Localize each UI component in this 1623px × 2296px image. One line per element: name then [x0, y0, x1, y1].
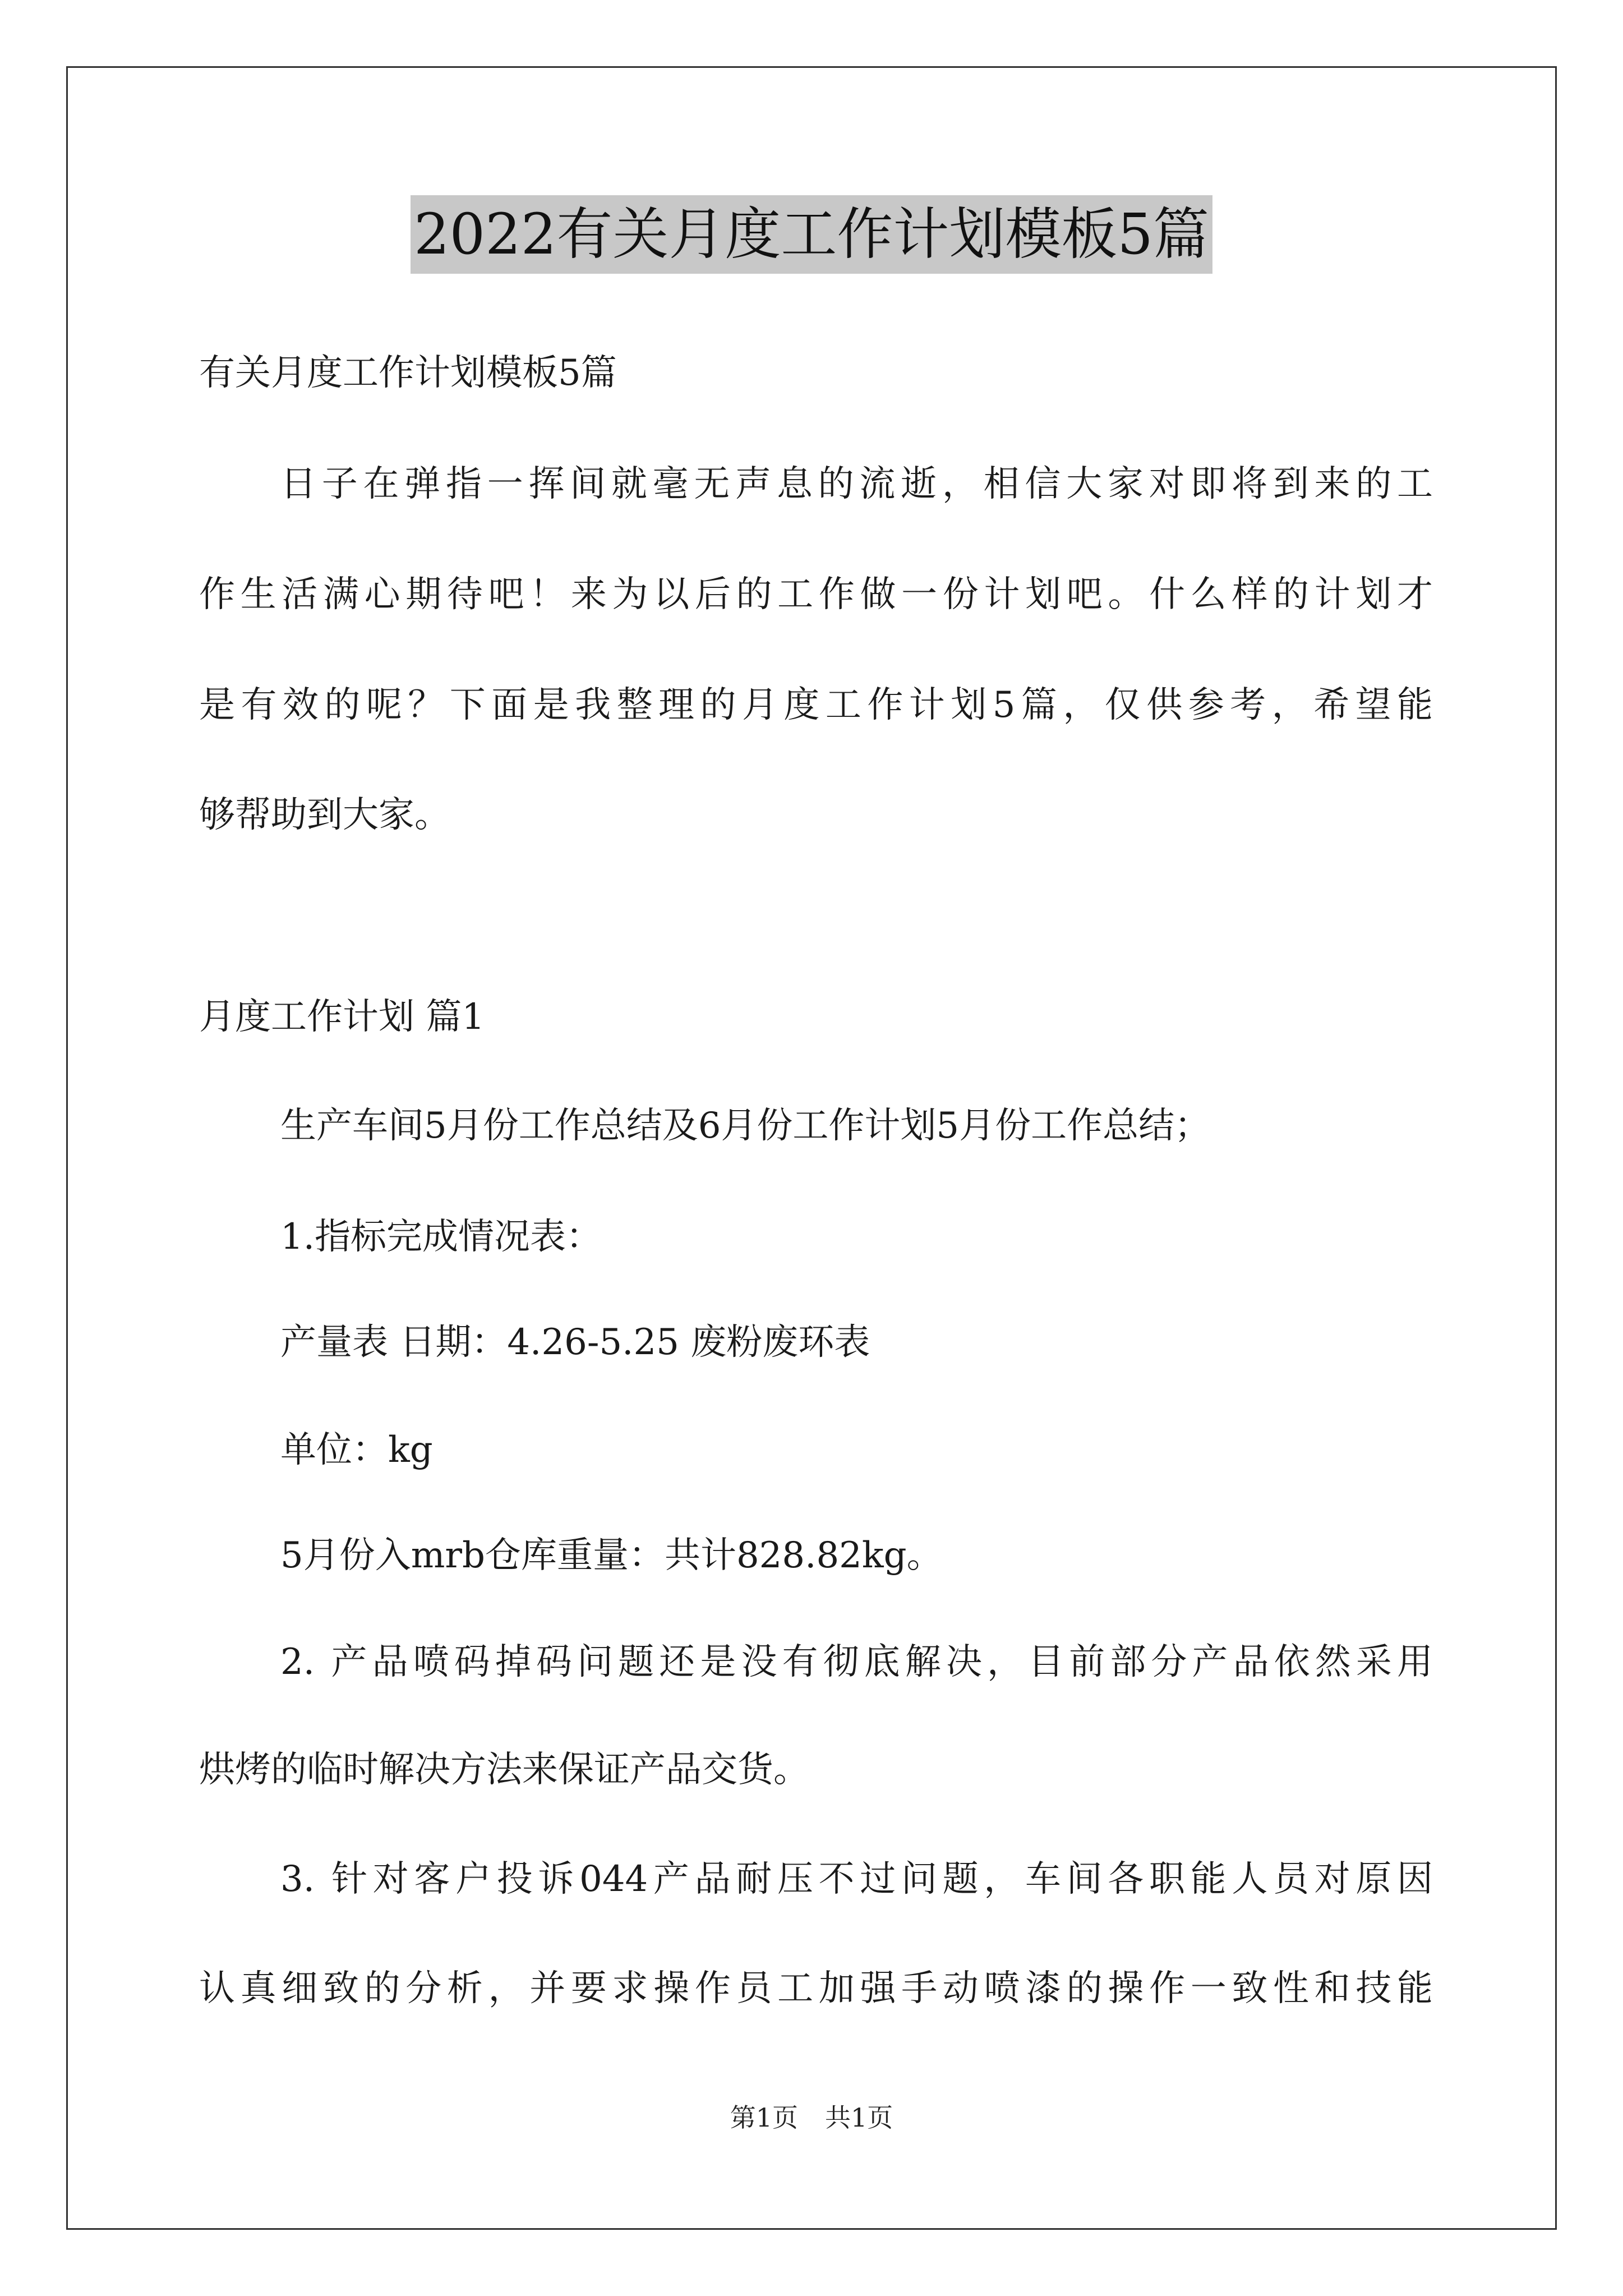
body-line-4: 单位：kg	[280, 1429, 433, 1471]
intro-line-1: 日子在弹指一挥间就毫无声息的流逝，相信大家对即将到来的工	[280, 463, 1433, 505]
section-heading: 月度工作计划 篇1	[199, 996, 485, 1038]
title-container	[0, 195, 1623, 274]
intro-line-3: 是有效的呢？下面是我整理的月度工作计划5篇，仅供参考，希望能	[199, 684, 1433, 726]
body-line-2: 1.指标完成情况表：	[280, 1216, 602, 1258]
intro-line-4: 够帮助到大家。	[199, 794, 450, 836]
document-subtitle: 有关月度工作计划模板5篇	[199, 352, 617, 394]
document-title: 2022有关月度工作计划模板5篇	[411, 195, 1212, 274]
body-line-3: 产量表 日期：4.26-5.25 废粉废环表	[280, 1322, 870, 1363]
body-line-8: 3. 针对客户投诉044产品耐压不过问题，车间各职能人员对原因	[280, 1858, 1433, 1900]
page-total: 共1页	[825, 2102, 893, 2133]
page-number: 第1页	[730, 2102, 798, 2133]
body-line-6: 2. 产品喷码掉码问题还是没有彻底解决，目前部分产品依然采用	[280, 1641, 1433, 1683]
body-line-9: 认真细致的分析，并要求操作员工加强手动喷漆的操作一致性和技能	[199, 1968, 1433, 2009]
intro-line-2: 作生活满心期待吧！来为以后的工作做一份计划吧。什么样的计划才	[199, 574, 1433, 615]
body-line-1: 生产车间5月份工作总结及6月份工作计划5月份工作总结；	[280, 1105, 1211, 1147]
body-line-7: 烘烤的临时解决方法来保证产品交货。	[199, 1749, 809, 1791]
body-line-5: 5月份入mrb仓库重量：共计828.82kg。	[280, 1535, 943, 1576]
page-footer	[0, 2101, 1623, 2134]
